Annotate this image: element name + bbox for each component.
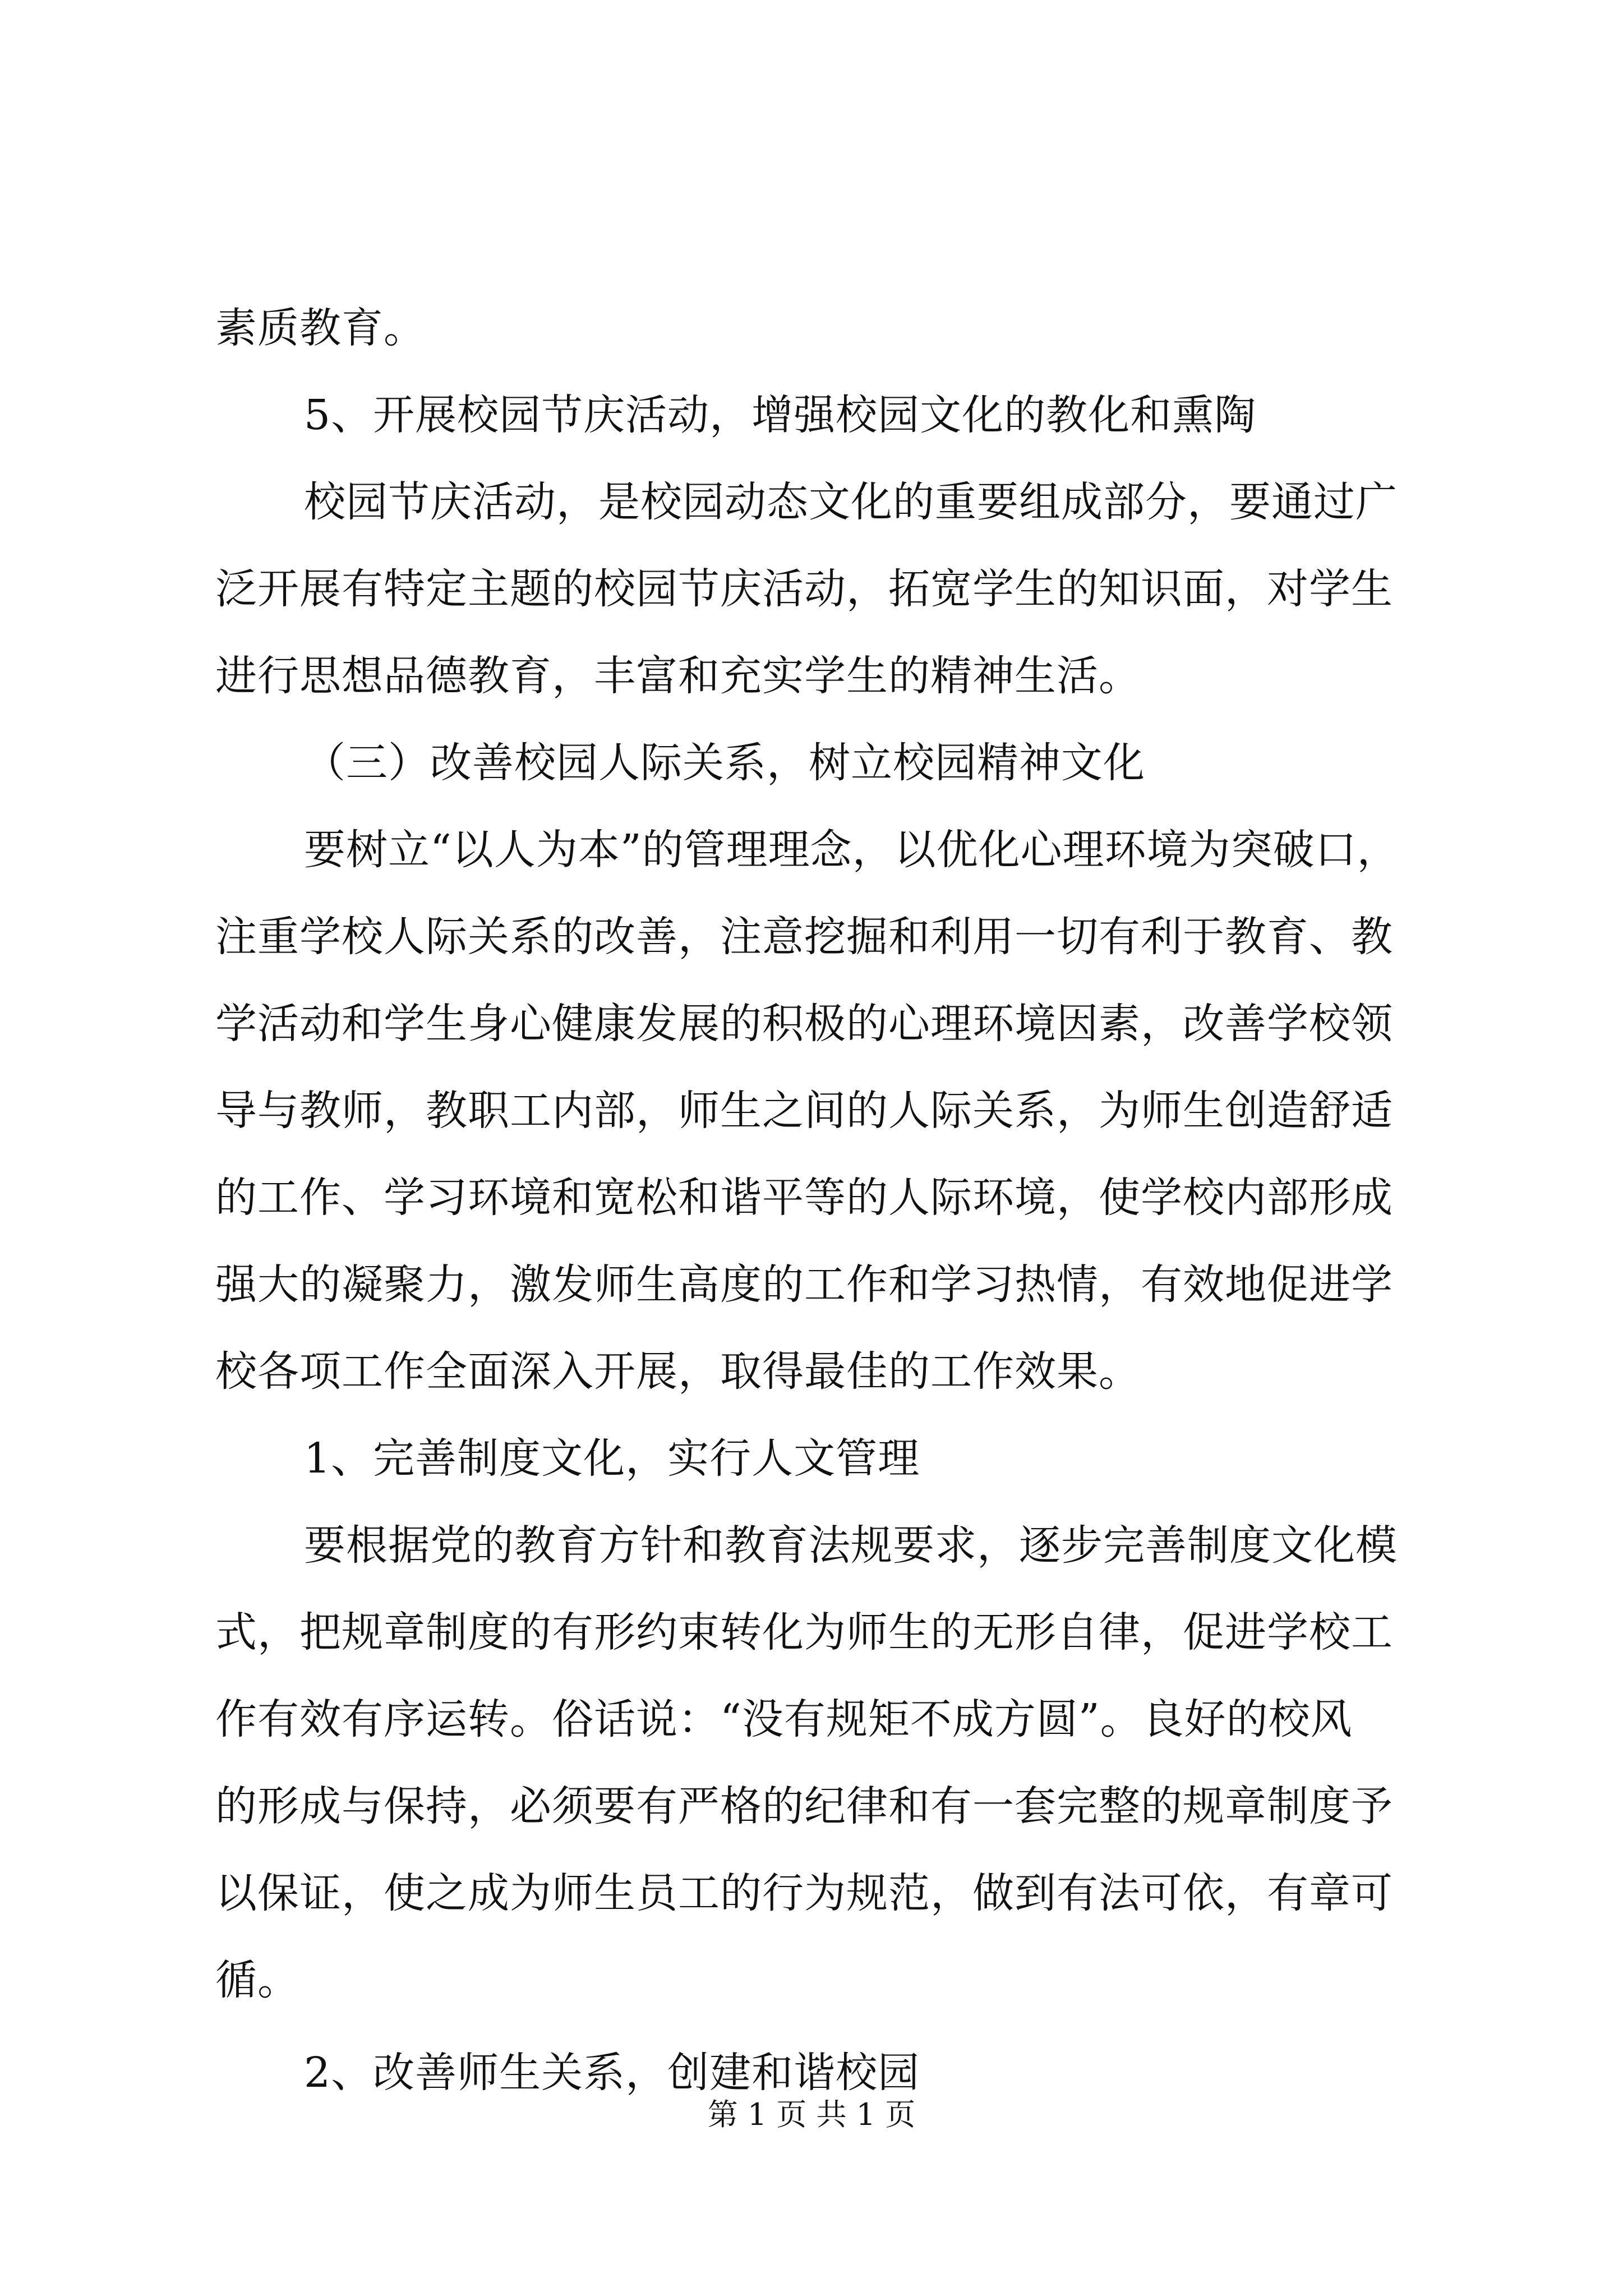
text-line: 要树立“以人为本”的管理理念，以优化心理环境为突破口， xyxy=(304,826,1399,874)
section-heading: 2、改善师生关系，创建和谐校园 xyxy=(304,2049,920,2097)
text-line: 强大的凝聚力，激发师生高度的工作和学习热情，有效地促进学 xyxy=(215,1260,1393,1309)
section-heading: （三）改善校园人际关系，树立校园精神文化 xyxy=(304,739,1145,787)
text-line: 的工作、学习环境和宽松和谐平等的人际环境，使学校内部形成 xyxy=(215,1174,1393,1222)
text-line: 要根据党的教育方针和教育法规要求，逐步完善制度文化模 xyxy=(304,1521,1398,1570)
page-footer: 第 1 页 共 1 页 xyxy=(707,2097,916,2132)
text-line: 校各项工作全面深入开展，取得最佳的工作效果。 xyxy=(215,1347,1141,1396)
text-line: 素质教育。 xyxy=(215,304,426,352)
text-line: 学活动和学生身心健康发展的积极的心理环境因素，改善学校领 xyxy=(215,1000,1393,1048)
section-heading: 5、开展校园节庆活动，增强校园文化的教化和熏陶 xyxy=(304,391,1257,439)
text-line: 循。 xyxy=(215,1956,299,2004)
text-line: 注重学校人际关系的改善，注意挖掘和利用一切有利于教育、教 xyxy=(215,913,1393,961)
text-line: 泛开展有特定主题的校园节庆活动，拓宽学生的知识面，对学生 xyxy=(215,565,1393,613)
text-line: 进行思想品德教育，丰富和充实学生的精神生活。 xyxy=(215,652,1141,700)
text-line: 的形成与保持，必须要有严格的纪律和有一套完整的规章制度予 xyxy=(215,1782,1393,1830)
text-line: 以保证，使之成为师生员工的行为规范，做到有法可依，有章可 xyxy=(215,1869,1393,1917)
text-line: 作有效有序运转。俗话说：“没有规矩不成方圆”。良好的校风 xyxy=(215,1695,1353,1743)
text-line: 导与教师，教职工内部，师生之间的人际关系，为师生创造舒适 xyxy=(215,1087,1393,1135)
text-line: 校园节庆活动，是校园动态文化的重要组成部分，要通过广 xyxy=(304,478,1398,526)
text-line: 式，把规章制度的有形约束转化为师生的无形自律，促进学校工 xyxy=(215,1608,1393,1657)
section-heading: 1、完善制度文化，实行人文管理 xyxy=(304,1434,920,1483)
